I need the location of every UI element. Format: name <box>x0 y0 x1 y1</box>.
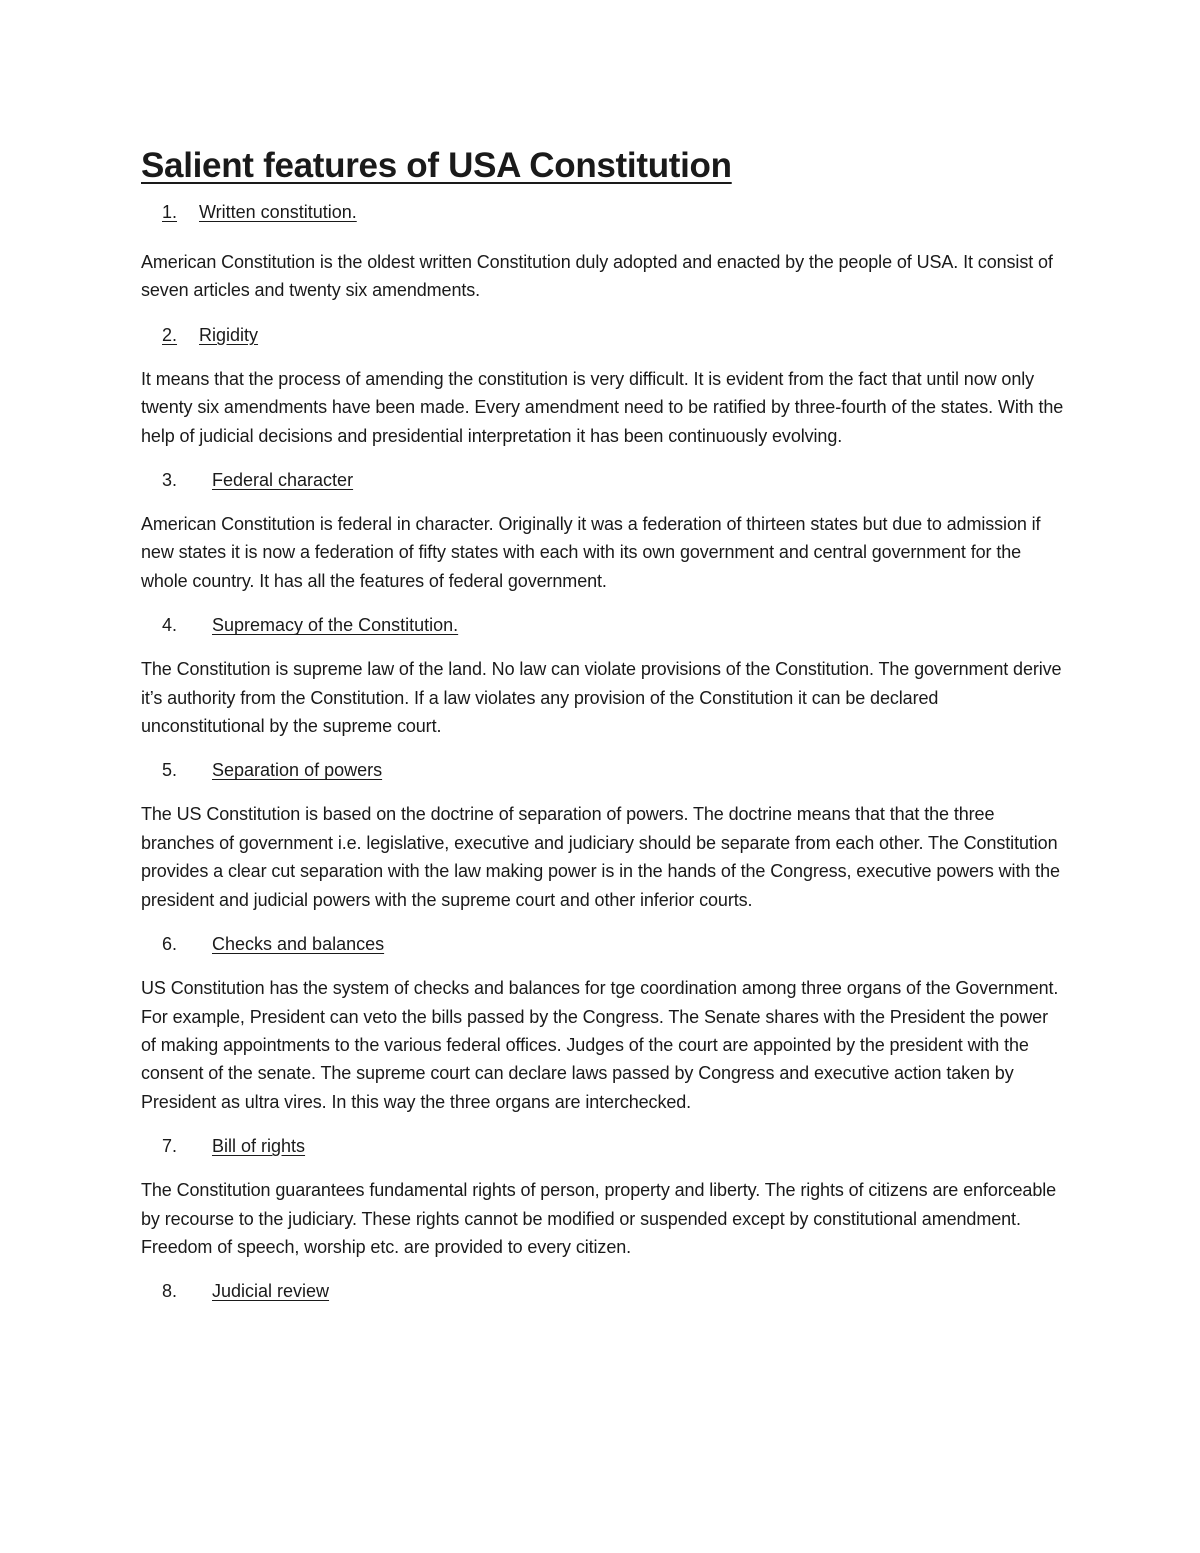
section-heading-7 <box>141 1132 1066 1160</box>
section-number: 3. <box>162 470 178 491</box>
section-title: Written constitution. <box>199 202 357 222</box>
section-number: 5. <box>162 760 178 781</box>
section-number: 2. <box>162 324 178 345</box>
section-body-4: The Constitution is supreme law of the land. No law can violate provisions of the Constitution. The government derive it’s authority from the Constitution. If a law violates any provision of the Constitution it can be declared unconstitutional by the supreme court. <box>141 659 1062 737</box>
section-heading-3 <box>141 466 1066 494</box>
section-heading-8 <box>141 1277 1066 1305</box>
section-heading-4 <box>141 611 1066 639</box>
section-body-5: The US Constitution is based on the doctrine of separation of powers. The doctrine means that that the three branches of government i.e. legislative, executive and judiciary should be separate from each other. The Constitution provides a clear cut separation with the law making power is in the hands of the Congress, executive powers with the president and judicial powers with the supreme court and other inferior courts. <box>141 804 1060 910</box>
section-title: Rigidity <box>199 324 259 345</box>
section-number: 6. <box>162 934 178 955</box>
section-title: Supremacy of the Constitution. <box>212 615 459 636</box>
section-heading-6 <box>141 930 1066 958</box>
section-title: Judicial review <box>212 1281 330 1302</box>
section-number: 1. <box>162 202 178 222</box>
section-number: 7. <box>162 1136 178 1157</box>
section-body-7: The Constitution guarantees fundamental rights of person, property and liberty. The rights of citizens are enforceable by recourse to the judiciary. These rights cannot be modified or suspended except by constitutional amendment. Freedom of speech, worship etc. are provided to every citizen. <box>141 1180 1057 1257</box>
section-heading-5 <box>141 756 1066 784</box>
section-title: Separation of powers <box>212 760 383 781</box>
section-heading-1 <box>141 198 1066 226</box>
section-title: Checks and balances <box>212 934 385 955</box>
section-number: 4. <box>162 615 178 636</box>
section-title: Bill of rights <box>212 1136 306 1157</box>
section-title: Federal character <box>212 470 354 491</box>
section-heading-2 <box>141 321 1066 349</box>
section-number: 8. <box>162 1281 178 1302</box>
section-body-2: It means that the process of amending the constitution is very difficult. It is evident from the fact that until now only twenty six amendments have been made. Every amendment need to be ratified by three-fourth of the states. With the help of judicial decisions and presidential interpretation it has been continuously evolving. <box>141 368 1064 446</box>
section-body-6: US Constitution has the system of checks and balances for tge coordination among three organs of the Government. For example, President can veto the bills passed by the Congress. The Senate shares with the President the power of making appointments to the various federal offices. Judges of the court are appointed by the president with the consent of the senate. The supreme court can declare laws passed by Congress and executive action taken by President as ultra vires. In this way the three organs are interchecked. <box>141 978 1059 1112</box>
document-page <box>141 142 1066 1305</box>
section-body-3: American Constitution is federal in character. Originally it was a federation of thirteen states but due to admission if new states it is now a federation of fifty states with each with its own government and central government for the whole country. It has all the features of federal government. <box>141 514 1041 591</box>
document-title: Salient features of USA Constitution <box>141 146 732 185</box>
section-body-1: American Constitution is the oldest written Constitution duly adopted and enacted by the people of USA. It consist of seven articles and twenty six amendments. <box>141 252 1053 301</box>
